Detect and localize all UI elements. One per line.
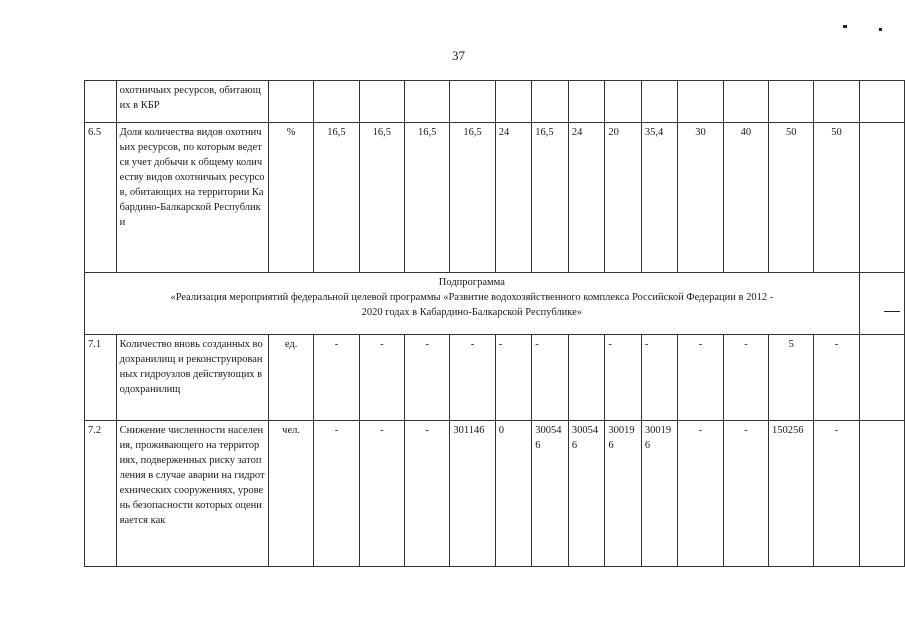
- value-cell: 300196: [641, 421, 678, 567]
- value-cell: 35,4: [641, 123, 678, 273]
- value-cell: 16,5: [359, 123, 404, 273]
- row-number: 7.1: [85, 335, 117, 421]
- value-cell: -: [814, 335, 859, 421]
- scan-mark: [879, 28, 882, 31]
- value-cell: -: [405, 421, 450, 567]
- row-description: Количество вновь созданных водохранилищ и реконструированных гидроузлов действующих водохранилищ: [116, 335, 268, 421]
- row-unit: %: [268, 123, 313, 273]
- value-cell: -: [532, 335, 569, 421]
- table-row-7-1: [85, 335, 905, 421]
- value-cell: 150256: [769, 421, 814, 567]
- value-cell: 5: [769, 335, 814, 421]
- value-cell: -: [359, 335, 404, 421]
- value-cell: -: [678, 335, 723, 421]
- value-cell: 16,5: [405, 123, 450, 273]
- row-number: [85, 81, 117, 123]
- value-cell: 16,5: [532, 123, 569, 273]
- row-description: охотничьих ресурсов, обитающих в КБР: [116, 81, 268, 123]
- value-cell: -: [495, 335, 532, 421]
- value-cell: 16,5: [450, 123, 495, 273]
- row-description: Доля количества видов охотничьих ресурсов, по которым ведется учет добычи к общему количеству видов охотничьих ресурсов, обитающих на территории Кабардино-Балкарской Республики: [116, 123, 268, 273]
- value-cell: 24: [495, 123, 532, 273]
- value-cell: 16,5: [314, 123, 359, 273]
- row-description: Снижение численности населения, проживающего на территориях, подверженных риску затопления в случае аварии на гидротехнических сооружениях, уровень безопасности которых оценивается как: [116, 421, 268, 567]
- value-cell: 300546: [532, 421, 569, 567]
- subprogram-row: [85, 273, 905, 335]
- table-row-continuation: [85, 81, 905, 123]
- page-number: 37: [452, 48, 465, 63]
- table-row-7-2: [85, 421, 905, 567]
- value-cell: -: [450, 335, 495, 421]
- value-cell: [568, 335, 605, 421]
- subprogram-heading: [85, 273, 860, 335]
- row-number: 6.5: [85, 123, 117, 273]
- value-cell: -: [359, 421, 404, 567]
- value-cell: -: [605, 335, 642, 421]
- value-cell: 301146: [450, 421, 495, 567]
- indicators-table: [84, 80, 905, 567]
- value-cell: -: [723, 421, 768, 567]
- value-cell: 40: [723, 123, 768, 273]
- value-cell: 300196: [605, 421, 642, 567]
- value-cell: 300546: [568, 421, 605, 567]
- value-cell: -: [405, 335, 450, 421]
- value-cell: -: [641, 335, 678, 421]
- table-row-6-5: [85, 123, 905, 273]
- value-cell: -: [314, 421, 359, 567]
- subprogram-text: «Реализация мероприятий федеральной целевой программы «Развитие водохозяйственного комплекса Российской Федерации в 2012 - 2020 годах в Кабардино-Балкарской Республике»: [170, 292, 774, 318]
- value-cell: 20: [605, 123, 642, 273]
- value-cell: 50: [769, 123, 814, 273]
- value-cell: -: [723, 335, 768, 421]
- row-unit: чел.: [268, 421, 313, 567]
- value-cell: 0: [495, 421, 532, 567]
- value-cell: -: [314, 335, 359, 421]
- value-cell: 24: [568, 123, 605, 273]
- subprogram-title: Подпрограмма: [438, 277, 505, 288]
- value-cell: -: [814, 421, 859, 567]
- value-cell: -: [678, 421, 723, 567]
- row-unit: ед.: [268, 335, 313, 421]
- value-cell: 30: [678, 123, 723, 273]
- row-number: 7.2: [85, 421, 117, 567]
- value-cell: 50: [814, 123, 859, 273]
- scan-mark: [843, 25, 847, 28]
